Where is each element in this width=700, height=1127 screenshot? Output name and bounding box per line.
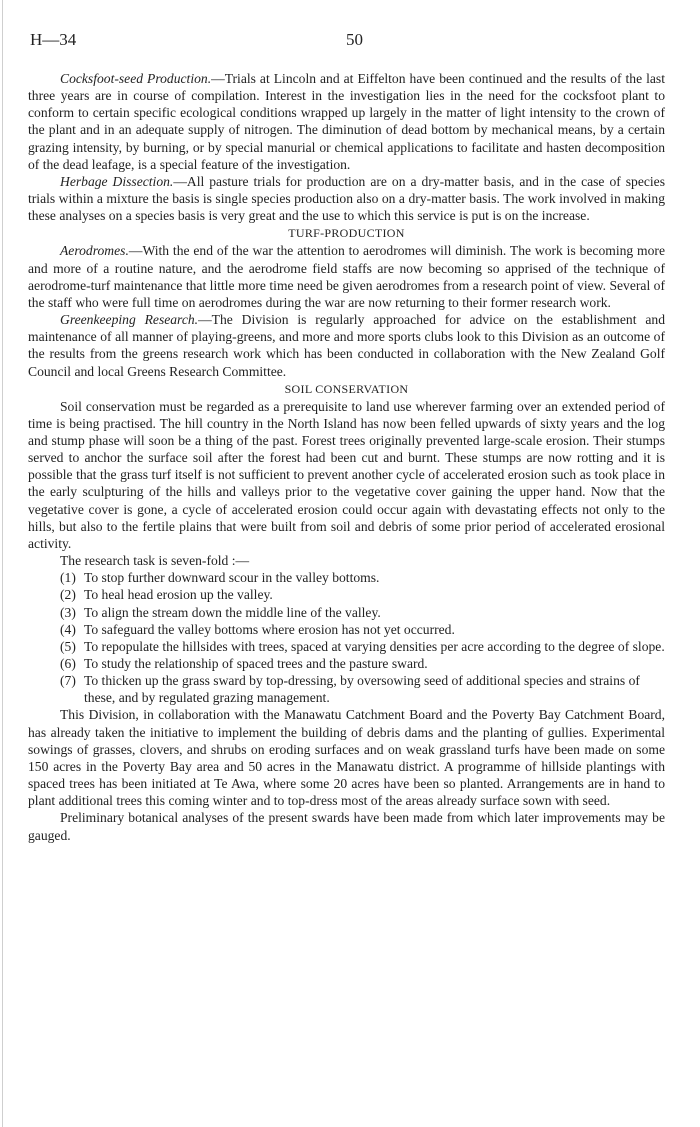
body-herbage: —All pasture trials for production are on a dry-matter basis, and in the case of species trials within a mixture the basis is single species production also on a dry-matter basis. The work involved in making these analyses on a species basis is very great and the use to which this service is put is on the increase. <box>28 173 665 224</box>
paragraph-herbage <box>28 173 665 224</box>
heading-soil-conservation: SOIL CONSERVATION <box>284 381 409 396</box>
page-number: 50 <box>346 30 363 49</box>
task-item <box>28 621 665 638</box>
paragraph-preliminary: Preliminary botanical analyses of the present swards have been made from which later improvements may be gauged. <box>28 810 665 843</box>
lead-greenkeeping: Greenkeeping Research. <box>60 312 199 328</box>
task-marker: (6) <box>60 656 76 671</box>
body-text <box>28 70 665 844</box>
task-text: To repopulate the hillsides with trees, spaced at varying densities per acre according to the degree of slope. <box>84 638 665 654</box>
task-text: To stop further downward scour in the valley bottoms. <box>84 570 380 586</box>
task-text: To study the relationship of spaced trees and the pasture sward. <box>84 656 428 671</box>
lead-herbage: Herbage Dissection. <box>60 173 174 189</box>
task-item <box>28 655 665 672</box>
task-text: To align the stream down the middle line of the valley. <box>84 604 381 620</box>
task-item <box>28 638 665 655</box>
body-greenkeeping: —The Division is regularly approached for advice on the establishment and maintenance of all manner of playing-greens, and more and more sports clubs look to this Division as an outcome of the results from the greens research work which has been conducted in collaboration with the New Zealand Golf Council and local Greens Research Committee. <box>28 312 665 379</box>
task-intro: The research task is seven-fold :— <box>60 553 250 569</box>
body-aerodromes: —With the end of the war the attention to aerodromes will diminish. The work is becoming more and more of a routine nature, and the aerodrome field staffs are now becoming so apprised of the technique of aerodrome-turf maintenance that little more time need be given aerodromes from a research point of view. Several of the staff who were full time on aerodromes during the war are now returning to their former research work. <box>28 243 665 310</box>
lead-cocksfoot: Cocksfoot-seed Production. <box>60 71 212 86</box>
task-text: To thicken up the grass sward by top-dressing, by oversowing seed of additional species and strains of these, and by regulated grazing management. <box>84 673 640 706</box>
paragraph-aerodromes <box>28 242 665 311</box>
page-header <box>30 30 670 50</box>
task-item <box>28 604 665 621</box>
page-edge-line <box>2 0 3 1127</box>
document-code: H—34 <box>30 30 77 49</box>
task-marker: (7) <box>60 673 76 689</box>
task-marker: (2) <box>60 587 76 603</box>
paragraph-cocksfoot <box>28 70 665 173</box>
lead-aerodromes: Aerodromes. <box>60 243 129 259</box>
paragraph-greenkeeping <box>28 311 665 380</box>
task-marker: (3) <box>60 604 76 620</box>
task-text: To safeguard the valley bottoms where erosion has not yet occurred. <box>84 621 455 637</box>
body-cocksfoot: —Trials at Lincoln and at Eiffelton have been continued and the results of the last three years are in course of compilation. Interest in the investigation lies in the need for the cocksfoot plant to conform to certain specific ecological conditions wrapped up largely in the matter of light intensity to the crown of the plant and in an adequate supply of nitrogen. The diminution of dead bottom by mechanical means, by a certain grazing intensity, by burning, or by special manurial or chemical applications to facilitate and hasten decomposition of the dead leafage, is a special feature of the investigation. <box>28 71 665 172</box>
task-marker: (4) <box>60 621 76 637</box>
heading-turf-production: TURF-PRODUCTION <box>288 226 405 241</box>
task-marker: (5) <box>60 638 76 654</box>
paragraph-collaboration: This Division, in collaboration with the Manawatu Catchment Board and the Poverty Bay Catchment Board, has already taken the initiative to implement the building of debris dams and the planting of gullies. Experimental sowings of grasses, clovers, and shrubs on eroding surfaces and on weak grassland turfs have been made on some 150 acres in the Poverty Bay area and 50 acres in the Manawatu district. A programme of hillside plantings with spaced trees has been initiated at Te Awa, where some 20 acres have been so planted. Arrangements are in hand to plant additional trees this coming winter and to top-dress most of the areas already surface sown with seed. <box>28 707 665 809</box>
task-marker: (1) <box>60 570 76 586</box>
paragraph-soil-intro: Soil conservation must be regarded as a prerequisite to land use wherever farming over an extended period of time is being practised. The hill country in the North Island has now been felled upwards of sixty years and the log and stump phase will soon be a thing of the past. Forest trees originally prevented large-scale erosion. Their stumps served to anchor the surface soil after the forest had been cut and burnt. These stumps are now rotting and it is possible that the grass turf itself is not sufficient to prevent another cycle of accelerated erosion such as took place in the early sculpturing of the hills and valleys prior to the vegetative cover gaining the upper hand. Now that the vegetative cover is gone, a cycle of accelerated erosion could occur again with devastating effects not only to the hills, but also to the fertile plains that were built from soil and debris of some prior period of accelerated erosional activity. <box>28 398 665 551</box>
task-item <box>28 672 665 706</box>
task-list <box>28 569 665 706</box>
task-text: To heal head erosion up the valley. <box>84 587 273 603</box>
task-item <box>28 586 665 603</box>
task-item <box>28 569 665 586</box>
